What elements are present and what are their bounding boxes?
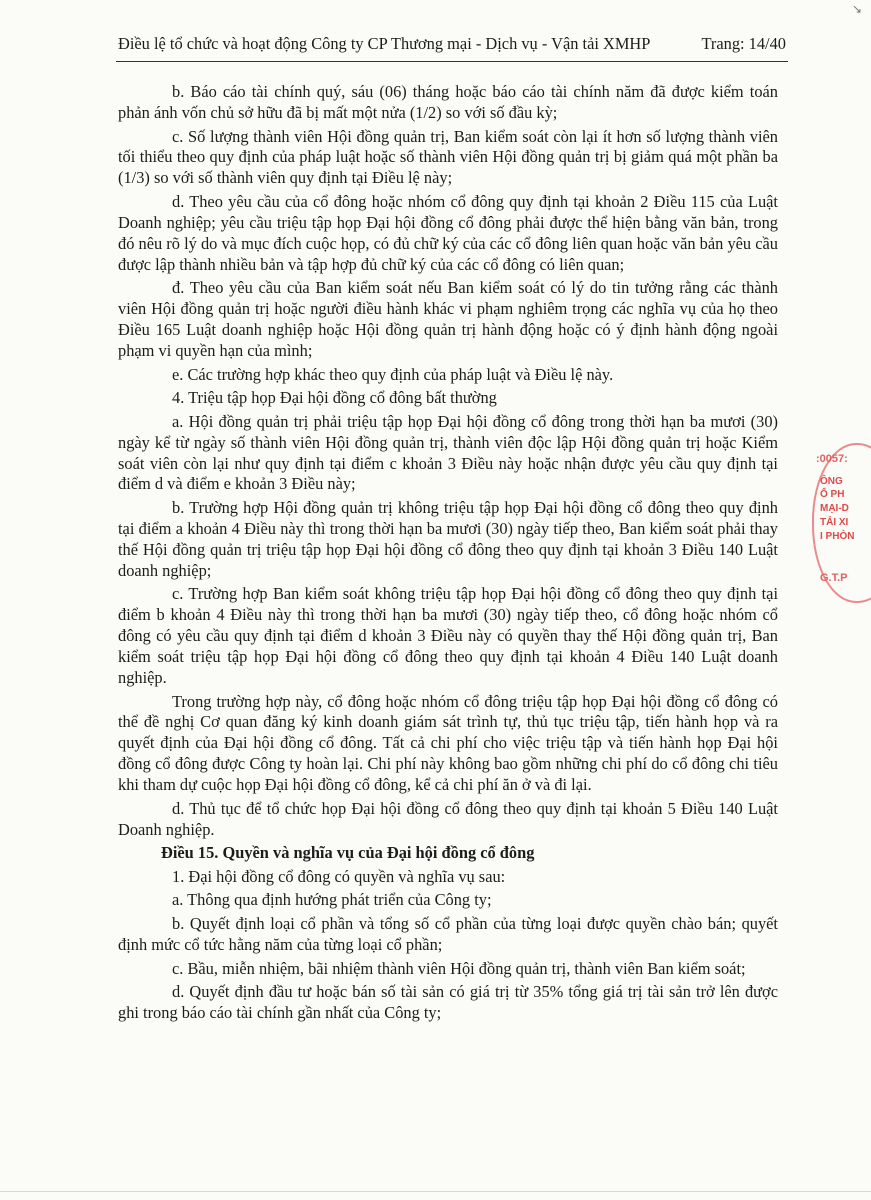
document-body — [118, 82, 778, 1027]
page-header — [118, 34, 786, 54]
paragraph: d. Thủ tục để tổ chức họp Đại hội đồng cổ đông theo quy định tại khoản 5 Điều 140 Luật Doanh nghiệp. — [118, 798, 778, 839]
paragraph: b. Báo cáo tài chính quý, sáu (06) tháng hoặc báo cáo tài chính năm đã được kiểm toán phản ánh vốn chủ sở hữu đã bị mất một nửa (1/2) so với số đầu kỳ; — [118, 82, 778, 122]
paragraph: c. Số lượng thành viên Hội đồng quản trị, Ban kiểm soát còn lại ít hơn số lượng thành viên tối thiểu theo quy định của pháp luật hoặc số thành viên Hội đồng quản trị bị giảm quá một phần ba (1/3) so với số thành viên quy định tại Điều lệ này; — [118, 126, 778, 188]
paragraph: đ. Theo yêu cầu của Ban kiểm soát nếu Ban kiểm soát có lý do tin tưởng rằng các thành viên Hội đồng quản trị hoặc người điều hành khác vi phạm nghiêm trọng các nghĩa vụ của họ theo Điều 165 Luật doanh nghiệp hoặc Hội đồng quản trị hành động hoặc có ý định hành động ngoài phạm vi quyền hạn của mình; — [118, 278, 778, 360]
stamp-line: TẢI XI — [820, 517, 849, 528]
section-heading: Điều 15. Quyền và nghĩa vụ của Đại hội đồng cổ đông — [161, 843, 535, 863]
paragraph: 1. Đại hội đồng cổ đông có quyền và nghĩa vụ sau: — [172, 866, 506, 886]
header-divider — [116, 61, 788, 62]
paragraph: d. Quyết định đầu tư hoặc bán số tài sản có giá trị từ 35% tổng giá trị tài sản trở lên được ghi trong báo cáo tài chính gần nhất của Công ty; — [118, 982, 778, 1023]
paragraph: Trong trường hợp này, cổ đông hoặc nhóm cổ đông triệu tập họp Đại hội đồng cổ đông có thể đề nghị Cơ quan đăng ký kinh doanh giám sát trình tự, thủ tục triệu tập, tiến hành họp và ra quyết định của Đại hội đồng cổ đông. Tất cả chi phí cho việc triệu tập và tiến hành họp Đại hội đồng cổ đông được Công ty hoàn lại. Chi phí này không bao gồm những chi phí do cổ đông chi tiêu khi tham dự cuộc họp Đại hội đồng cổ đông, kể cả chi phí ăn ở và đi lại. — [118, 691, 778, 795]
stamp-code: :0057: — [816, 453, 848, 465]
paragraph: e. Các trường hợp khác theo quy định của pháp luật và Điều lệ này. — [172, 364, 614, 384]
stamp-line: MẠI-D — [820, 503, 849, 514]
stamp-bottom-text: G.T.P — [820, 572, 848, 584]
page-number: Trang: 14/40 — [701, 34, 786, 53]
paragraph: a. Thông qua định hướng phát triển của Công ty; — [172, 890, 492, 910]
document-title: Điều lệ tổ chức và hoạt động Công ty CP Thương mại - Dịch vụ - Vận tải XMHP — [118, 34, 651, 53]
stamp-line: ÔNG — [820, 476, 843, 487]
paragraph: c. Trường hợp Ban kiểm soát không triệu tập họp Đại hội đồng cổ đông theo quy định tại điểm b khoản 4 Điều này thì trong thời hạn ba mươi (30) ngày tiếp theo, cổ đông hoặc nhóm cổ đông có yêu cầu quy định tại điểm d khoản 3 Điều này có quyền thay thế Hội đồng quản trị, Ban kiểm soát triệu tập họp Đại hội đồng cổ đông theo quy định tại khoản 4 Điều 140 Luật doanh nghiệp. — [118, 584, 778, 687]
paragraph: b. Trường hợp Hội đồng quản trị không triệu tập họp Đại hội đồng cổ đông theo quy định tại điểm a khoản 4 Điều này thì trong thời hạn ba mươi (30) ngày tiếp theo, Ban kiểm soát phải thay thế Hội đồng quản trị triệu tập họp Đại hội đồng cổ đông theo quy định tại khoản 3 Điều 140 Luật doanh nghiệp; — [118, 498, 778, 580]
paragraph: b. Quyết định loại cổ phần và tổng số cổ phần của từng loại được quyền chào bán; quyết định mức cổ tức hằng năm của từng loại cổ phần; — [118, 914, 778, 954]
stamp-line: I PHÒN — [820, 531, 855, 542]
paragraph: 4. Triệu tập họp Đại hội đồng cổ đông bất thường — [172, 388, 497, 408]
paragraph: d. Theo yêu cầu của cổ đông hoặc nhóm cổ đông quy định tại khoản 2 Điều 115 của Luật Doanh nghiệp; yêu cầu triệu tập họp Đại hội đồng cổ đông phải được thể hiện bằng văn bản, trong đó nêu rõ lý do và mục đích cuộc họp, có đủ chữ ký của các cổ đông liên quan hoặc văn bản yêu cầu được lập thành nhiều bản và tập hợp đủ chữ ký của các cổ đông có liên quan; — [118, 191, 778, 274]
page-bottom-edge — [0, 1191, 871, 1192]
company-seal-stamp — [812, 443, 871, 603]
paragraph: c. Bầu, miễn nhiệm, bãi nhiệm thành viên Hội đồng quản trị, thành viên Ban kiểm soát; — [172, 958, 746, 978]
stamp-line: Ổ PH — [820, 489, 845, 500]
paragraph: a. Hội đồng quản trị phải triệu tập họp Đại hội đồng cổ đông trong thời hạn ba mươi (30) ngày kể từ ngày số thành viên Hội đồng quản trị, thành viên độc lập Hội đồng quản trị hoặc Kiểm soát viên còn lại như quy định tại điểm c khoản 3 Điều này hoặc nhận được yêu cầu quy định tại điểm d và điểm e khoản 3 Điều này; — [118, 411, 778, 494]
corner-arrow-icon: ↘ — [852, 2, 863, 16]
